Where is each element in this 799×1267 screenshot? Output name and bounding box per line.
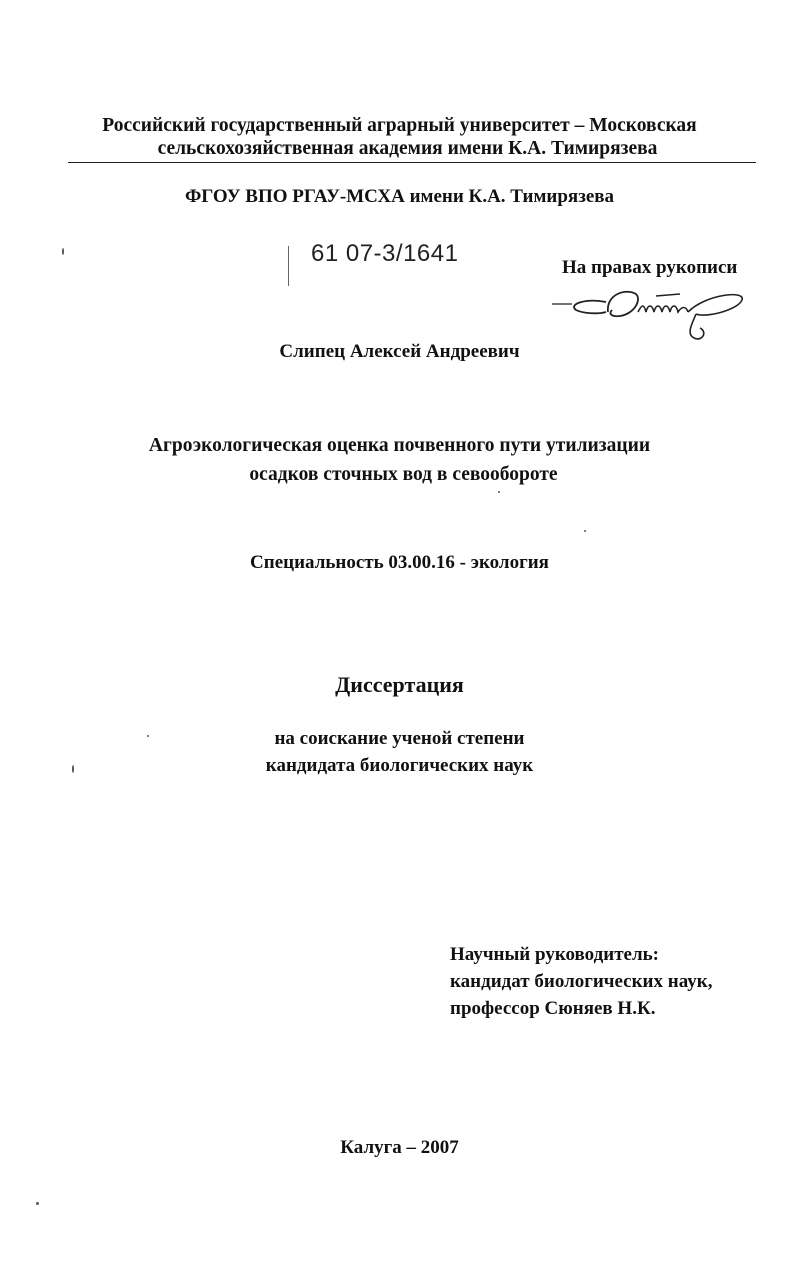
degree-line2: кандидата биологических наук [265,755,534,776]
library-catalog-stamp: 61 07-3/1641 [311,240,459,267]
work-type: Диссертация [335,672,464,697]
specialty: Специальность 03.00.16 - экология [250,552,549,573]
scan-speck [72,765,74,773]
dissertation-title-line1: Агроэкологическая оценка почвенного пути утилизации [148,435,651,456]
scan-speck [584,530,586,532]
rights-note: На правах рукописи [562,257,738,278]
scan-speck [62,248,64,255]
author-name: Слипец Алексей Андреевич [279,341,520,362]
degree-line1: на соискание ученой степени [274,728,525,749]
supervisor-degree: кандидат биологических наук, [450,971,713,992]
scan-speck [147,735,149,737]
university-name-line2: сельскохозяйственная академия имени К.А. Тимирязева [157,138,658,159]
institution-short-name: ФГОУ ВПО РГАУ-МСХА имени К.А. Тимирязева [184,186,615,207]
supervisor-block [450,941,712,1022]
supervisor-name: профессор Сюняев Н.К. [450,998,656,1019]
dissertation-title-line2: осадков сточных вод в севообороте [249,464,558,485]
place-and-year: Калуга – 2007 [340,1137,459,1158]
university-name-line1: Российский государственный аграрный университет – Московская [102,115,697,136]
header-divider [68,162,756,163]
scan-speck [498,491,500,493]
scan-speck [36,1202,39,1205]
supervisor-label: Научный руководитель: [450,944,659,965]
stamp-mark [288,246,289,286]
